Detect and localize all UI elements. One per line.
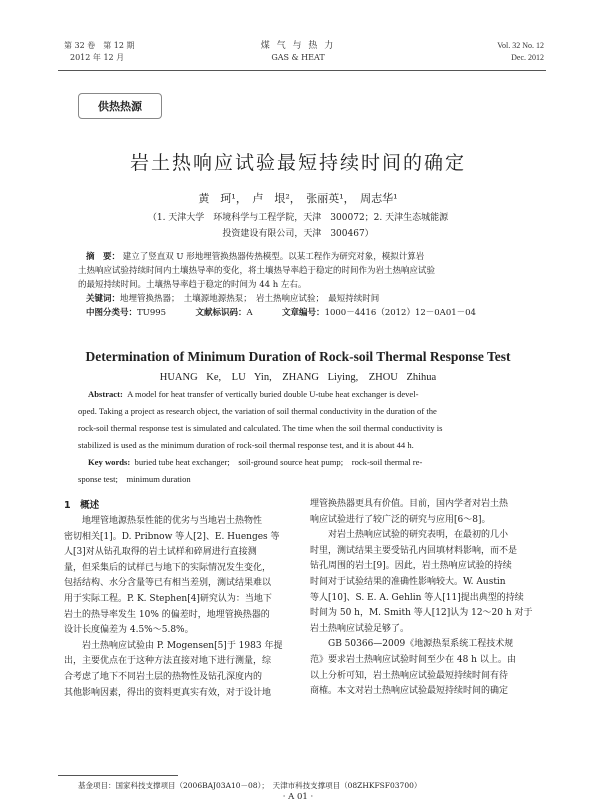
footnote-rule (58, 775, 178, 776)
body-line: 量，但采集后的试样已与地下的实际情况发生变化， (64, 562, 272, 573)
funding-note: 基金项目：国家科技支撑项目（2006BAJ03A10－08）； 天津市科技支撑项目（08ZHKFSF03700） (78, 781, 422, 790)
body-line: 岩土热响应试验由 P. Mogensen[5]于 1983 年提 (82, 640, 283, 651)
body-line: 范》要求岩土热响应试验时间至少在 48 h 以上。由 (310, 654, 516, 665)
paper-title-en: Determination of Minimum Duration of Rock-soil Thermal Response Test (85, 349, 511, 364)
body-left-column (64, 514, 290, 701)
section-1-heading: 1 概述 (64, 500, 100, 511)
body-line: 岩土热响应试验足够了。 (310, 623, 410, 634)
body-line: 以上分析可知，岩土热响应试验最短持续时间有待 (310, 670, 509, 681)
body-line: 钻孔周围的岩土[9]。因此，岩土热响应试验的持续 (310, 561, 512, 572)
body-line: 岩土的热导率发生 10% 的偏差时，地埋管换热器的 (64, 609, 270, 620)
keywords-en: buried tube heat exchanger; soil-ground source heat pump; rock-soil thermal re- (134, 457, 423, 467)
journal-volume-issue: 第 32 卷 第 12 期 2012 年 12 月 (64, 41, 135, 62)
body-line: 合考虑了地下不同岩土层的热物性及钻孔深度内的 (64, 671, 263, 682)
body-line: 对岩土热响应试验的研究表明，在最初的几小 (328, 530, 509, 541)
body-line: 地埋管地源热泵性能的优劣与当地岩土热物性 (82, 516, 263, 526)
body-line: 密切相关[1]。D. Pribnow 等人[2]、E. Huenges 等 (64, 531, 280, 542)
page-number: · A 01 · (282, 792, 314, 802)
paper-title-cn: 岩土热响应试验最短持续时间的确定 (129, 152, 466, 174)
body-line: 响应试验进行了较广泛的研究与应用[6～8]。 (310, 514, 491, 525)
body-line: GB 50366—2009《地源热泵系统工程技术规 (328, 639, 514, 650)
body-line: 人[3]对从钻孔取得的岩土试样和碎屑进行直接测 (64, 547, 257, 558)
affiliation-line-2: 投资建设有限公司，天津 300467） (222, 229, 374, 239)
body-line: 时里，测试结果主要受钻孔内回填材料影响，而不是 (310, 545, 518, 556)
body-line: 出，主要优点在于这种方法直接对地下进行测量，综 (64, 656, 272, 667)
authors-en: HUANG Ke, LU Yin, ZHANG Liying, ZHOU Zhihua (159, 372, 437, 383)
authors-cn: 黄 珂¹， 卢 垠²， 张丽英¹， 周志华¹ (198, 192, 398, 205)
body-line: 埋管换热器更具有价值。目前，国内学者对岩土热 (310, 499, 509, 509)
journal-volume-en: Vol. 32 No. 12 Dec. 2012 (497, 41, 544, 62)
header-rule (58, 70, 546, 71)
body-line: 其他影响因素，得出的资料更真实有效，对于设计地 (64, 687, 272, 698)
abstract-en: Abstract: A model for heat transfer of vertically buried double U-tube heat exchanger is devel- oped. Taking a project as research object, the variation of soil thermal conductivity in the duration of the rock-soil thermal response test is simulated and calculated. The time when the soil thermal conductivity is stabilized is used as the minimum duration of rock-soil thermal response test, and it is about 44 h. Key words: buried tube heat exchanger; soil-ground source heat pump; rock-soil thermal re- sponse test; minimum duration (78, 389, 443, 484)
affiliation-line-1: （1. 天津大学 环境科学与工程学院，天津 300072；2. 天津生态城能源 (147, 213, 449, 223)
body-line: 包括结构、水分含量等已有相当差别，测试结果难以 (64, 578, 272, 589)
body-line: 时间为 50 h，M. Smith 等人[12]认为 12～20 h 对于 (310, 608, 533, 619)
section-label-box (78, 93, 162, 119)
body-line: 设计长度偏差为 4.5%～5.8%。 (64, 625, 194, 636)
body-line: 等人[10]、S. E. A. Gehlin 等人[11]提出典型的持续 (310, 592, 524, 603)
section-label: 供热热源 (98, 100, 142, 113)
abstract-cn: 摘 要： 建立了竖直双 U 形地埋管换热器传热模型。以某工程作为研究对象，模拟计算岩 土热响应试验持续时间内土壤热导率的变化，将土壤热导率趋于稳定的时间作为岩土热响应试验 的最短持续时间。土壤热导率趋于稳定的时间为 44 h 左右。 关键词：地埋管换热器； 土壤源地源热泵； 岩土热响应试验； 最短持续时间 中图分类号：TU995 文献标识码：A 文章编号：1000－4416（2012）12－0A01－04 (78, 252, 476, 318)
keywords-cn: 地埋管换热器； 土壤源地源热泵； 岩土热响应试验； 最短持续时间 (120, 294, 380, 304)
body-line: 用于实际工程。P. K. Stephen[4]研究认为：当地下 (64, 593, 272, 604)
body-right-column (310, 497, 538, 700)
journal-name: 煤 气 与 热 力 GAS & HEAT (260, 41, 336, 62)
body-line: 商榷。本文对岩土热响应试验最短持续时间的确定 (310, 686, 509, 697)
body-line: 时间对于试验结果的准确性影响较大。W. Austin (310, 576, 506, 587)
